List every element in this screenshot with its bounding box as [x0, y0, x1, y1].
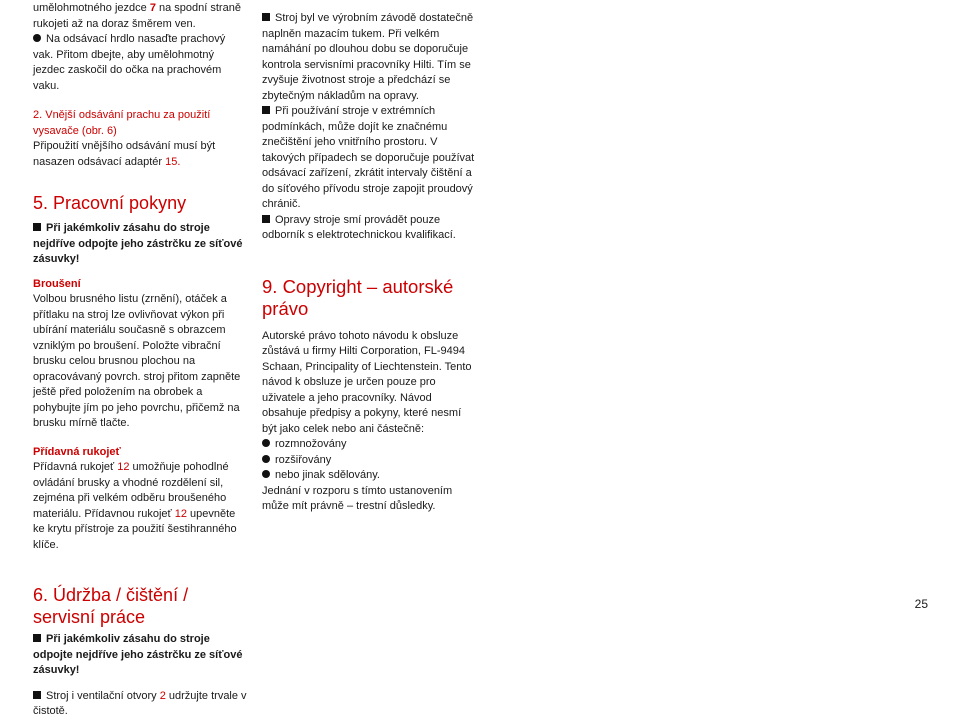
- repair-text: Opravy stroje smí provádět pouze odborník s elektrotechnickou kvalifikací.: [262, 213, 456, 241]
- dust-bag-text: Na odsávací hrdlo nasaďte prachový vak. Přitom dbejte, aby umělohmotný jezdec zaskočil do očka na prachovém vaku.: [33, 33, 226, 92]
- handle-part-number: 12: [117, 461, 130, 473]
- extreme-conditions-bullet: [262, 104, 478, 213]
- section-6-title: 6. Údržba / čištění / servisní práce: [33, 585, 189, 627]
- dust-bag-bullet: [33, 32, 248, 94]
- section-6-warning: [33, 632, 248, 679]
- bullet-square-icon: [33, 691, 41, 699]
- section-9-title: 9. Copyright – autorské právo: [262, 275, 454, 319]
- vent-part-number: 2: [159, 689, 166, 702]
- vent-text-2: udržujte trvale v čistotě.: [33, 689, 247, 717]
- grinding-heading: Broušení: [33, 277, 81, 290]
- handle-part-number-2: 12: [174, 507, 187, 520]
- aux-handle-text: [33, 460, 248, 553]
- copyright-list-item: [262, 453, 478, 469]
- list-item-text: nebo jinak sdělovány.: [275, 469, 380, 481]
- copyright-list-item: [262, 437, 478, 453]
- bullet-square-icon: [262, 215, 270, 223]
- grease-bullet: [262, 11, 478, 104]
- closing-text: Jednání v rozporu s tímto ustanovením může mít právně – trestní důsledky.: [262, 484, 453, 512]
- vent-text-1: Stroj i ventilační otvory: [46, 689, 157, 702]
- adapter-part-number: 15.: [165, 155, 181, 168]
- vent-cleaning: [33, 689, 248, 720]
- copyright-list-item: [262, 468, 478, 484]
- bullet-dot-icon: [262, 470, 270, 478]
- external-extraction-text: [33, 139, 248, 170]
- intro-text: umělohmotného jezdce: [33, 2, 147, 14]
- bullet-dot-icon: [33, 34, 41, 42]
- external-extraction-heading: 2. Vnější odsávání prachu za použití vysavače (obr. 6): [33, 109, 211, 137]
- bullet-square-icon: [262, 106, 270, 114]
- extreme-conditions-text: Při používání stroje v extrémních podmínkách, může dojít ke značnému znečištění jeho vnitřního prostoru. V takových případech se doporučuje používat odsávací zařízení, zkrátit intervaly čištění a do síťového přívodu stroje zapojit proudový chránič.: [262, 105, 475, 210]
- section-5-title: 5. Pracovní pokyny: [33, 193, 187, 213]
- bullet-square-icon: [262, 13, 270, 21]
- repair-bullet: [262, 213, 478, 244]
- bullet-dot-icon: [262, 439, 270, 447]
- bullet-dot-icon: [262, 455, 270, 463]
- grinding-text: Volbou brusného listu (zrnění), otáček a přítlaku na stroj lze ovlivňovat výkon při ubírání materiálu současně s obrazcem vzniklým po broušení. Položte vibrační brusku celou brusnou plochou na opracovávaný povrch. stroj přitom zapněte ještě před položením na obrobek a pohybujte jím po jeho povrchu, přičemž na brusku mírně tlačte.: [33, 293, 241, 429]
- aux-handle-text-2: umožňuje pohodlné ovládání brusky a vhodné rozdělení sil, zejména při velkém odběru broušeného materiálu. Přídavnou rukojeť: [33, 461, 229, 520]
- right-column: [262, 0, 478, 515]
- list-item-text: rozmnožovány: [275, 438, 347, 450]
- intro-continuation: [33, 1, 248, 32]
- aux-handle-text-3: upevněte ke krytu přístroje za použití šestihranného klíče.: [33, 507, 237, 551]
- aux-handle-heading: Přídavná rukojeť: [33, 445, 121, 458]
- slider-part-number: 7: [149, 2, 156, 14]
- copyright-text: Autorské právo tohoto návodu k obsluze zůstává u firmy Hilti Corporation, FL-9494 Schaan, Principality of Liechtenstein. Tento návod k obsluze je určen pouze pro uživatele a jeho pracovníky. Návod obsahuje předpisy a pokyny, které nesmí být jako celek nebo ani částečně:: [262, 329, 472, 435]
- page-number: 25: [914, 597, 928, 611]
- list-item-text: rozšiřovány: [275, 453, 332, 466]
- bullet-square-icon: [33, 223, 41, 231]
- section-5-warning: [33, 221, 248, 268]
- external-extraction-body: Připoužití vnějšího odsávání musí být nasazen odsávací adaptér: [33, 140, 216, 168]
- grease-text: Stroj byl ve výrobním závodě dostatečně naplněn mazacím tukem. Při velkém namáhání po dlouhou dobu se doporučuje kontrola servisními pracovníky Hilti. Tím se zvyšuje životnost stroje a předchází se zbytečným nákladům na opravy.: [262, 12, 474, 102]
- aux-handle-text-1: Přídavná rukojeť: [33, 461, 115, 473]
- intro-text-2: na spodní straně rukojeti až na doraz šměrem ven.: [33, 2, 241, 30]
- section-6-warning-text: Při jakémkoliv zásahu do stroje odpojte nejdříve jeho zástrčku ze síťové zásuvky!: [33, 633, 243, 676]
- bullet-square-icon: [33, 634, 41, 642]
- section-5-warning-text: Při jakémkoliv zásahu do stroje nejdříve odpojte jeho zástrčku ze síťové zásuvky!: [33, 222, 243, 265]
- left-column: [33, 0, 248, 720]
